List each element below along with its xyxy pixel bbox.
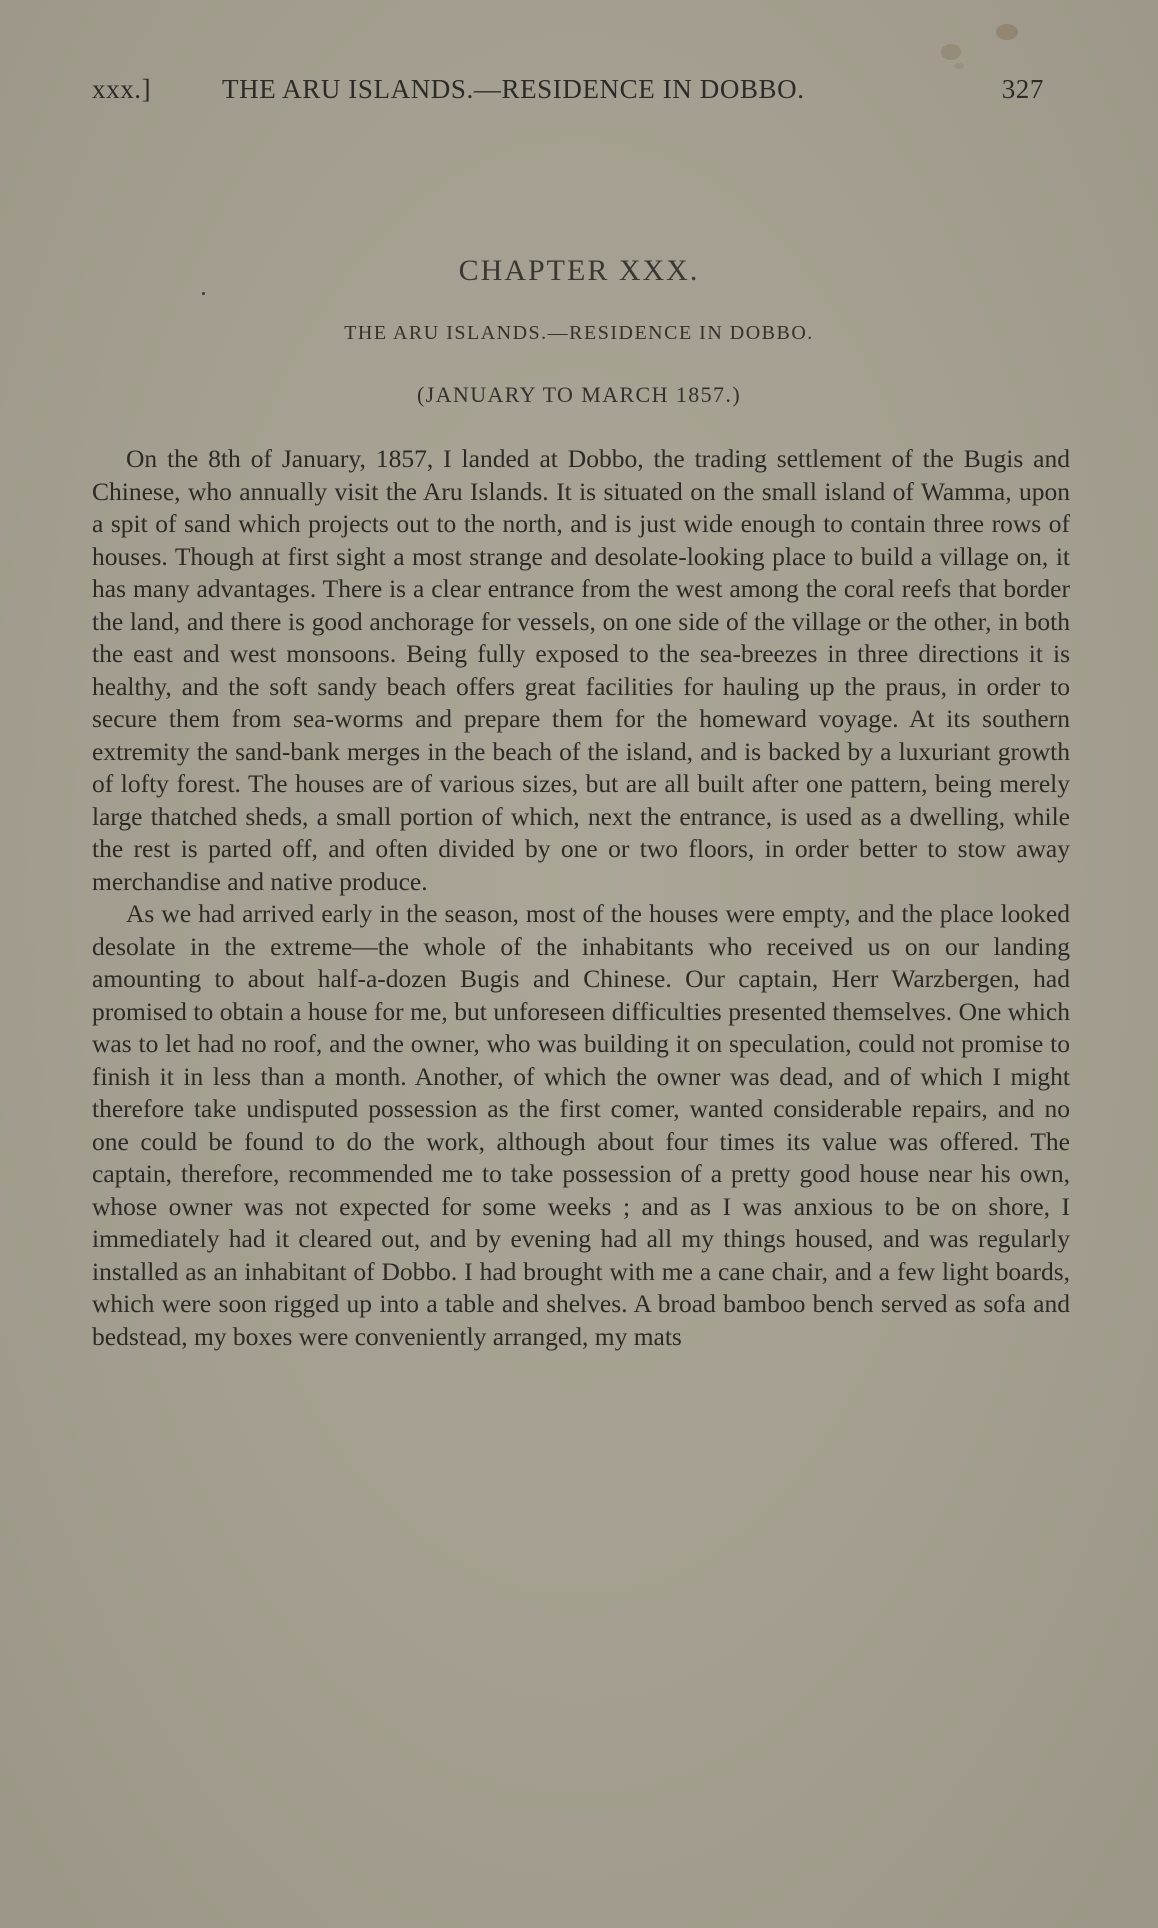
chapter-heading: CHAPTER XXX. [458, 254, 700, 287]
paragraph-2: As we had arrived early in the season, most of the houses were empty, and the place looked desolate in the extreme—the whole of the inhabitants who received us on our landing amounting to about half-a-dozen Bugis and Chinese. Our captain, Herr Warzbergen, had promised to obtain a house for me, but unforeseen difficulties presented themselves. One which was to let had no roof, and the owner, who was building it on speculation, could not promise to finish it in less than a month. Another, of which the owner was dead, and of which I might therefore take undisputed possession as the first comer, wanted considerable repairs, and no one could be found to do the work, although about four times its value was offered. The captain, therefore, recommended me to take possession of a pretty good house near his own, whose owner was not expected for some weeks ; and as I was anxious to be on shore, I immediately had it cleared out, and by evening had all my things housed, and was regularly installed as an inhabitant of Dobbo. I had brought with me a cane chair, and a few light boards, which were soon rigged up into a table and shelves. A broad bamboo bench served as sofa and bedstead, my boxes were conveniently arranged, my mats [92, 899, 1070, 1351]
chapter-subtitle: THE ARU ISLANDS.—RESIDENCE IN DOBBO. [344, 322, 814, 344]
running-head-chapter: xxx.] [92, 74, 152, 104]
paragraph-1: On the 8th of January, 1857, I landed at Dobbo, the trading settlement of the Bugis and Chinese, who annually visit the Aru Islands. It is situated on the small island of Wamma, upon a spit of sand which projects out to the north, and is just wide enough to contain three rows of houses. Though at first sight a most strange and desolate-looking place to build a village on, it has many advantages. There is a clear entrance from the west among the coral reefs that border the land, and there is good anchorage for vessels, on one side of the village or the other, in both the east and west monsoons. Being fully exposed to the sea-breezes in three directions it is healthy, and the soft sandy beach offers great facilities for hauling up the praus, in order to secure them from sea-worms and prepare them for the homeward voyage. At its southern extremity the sand-bank merges in the beach of the island, and is backed by a luxuriant growth of lofty forest. The houses are of various sizes, but are all built after one pattern, being merely large thatched sheds, a small portion of which, next the entrance, is used as a dwelling, while the rest is parted off, and often divided by one or two floors, in order better to stow away merchandise and native produce. [92, 444, 1070, 896]
running-head [92, 74, 1044, 105]
chapter-dates: (JANUARY TO MARCH 1857.) [416, 382, 742, 407]
running-head-title: THE ARU ISLANDS.—RESIDENCE IN DOBBO. [222, 74, 805, 104]
ink-smudge-mark [935, 20, 1035, 76]
stray-ink-dot [202, 292, 205, 295]
body-text [92, 443, 1070, 1353]
page-number: 327 [1001, 74, 1044, 104]
